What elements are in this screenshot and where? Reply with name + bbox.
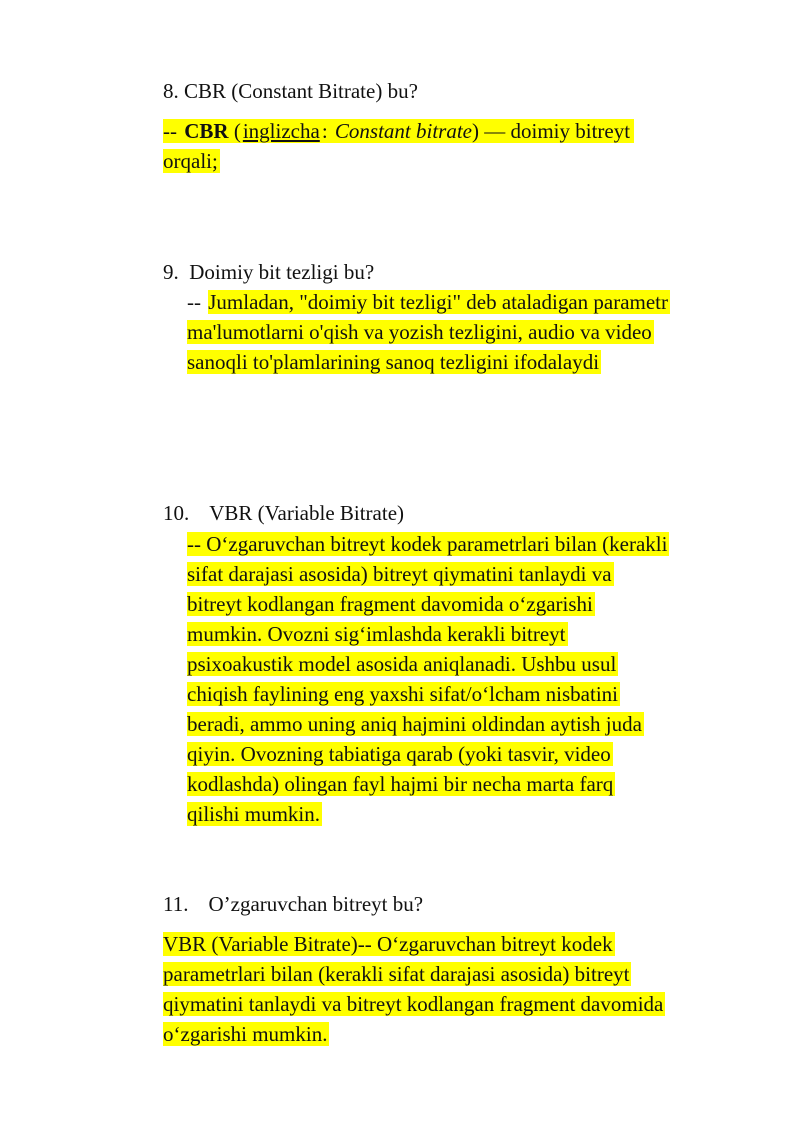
answer-10-line: -- O‘zgaruvchan bitreyt kodek parametrlari bilan (kerakli xyxy=(187,532,668,556)
answer-10-line: mumkin. Ovozni sig‘imlashda kerakli bitreyt xyxy=(187,622,566,646)
question-8: 8. CBR (Constant Bitrate) bu? xyxy=(163,79,418,103)
answer-9-line: ma'lumotlarni o'qish va yozish tezligini, audio va video xyxy=(187,320,652,344)
answer-11 xyxy=(163,929,665,1049)
answer-11-line: VBR (Variable Bitrate)-- O‘zgaruvchan bitreyt kodek xyxy=(163,932,613,956)
answer-9-line: Jumladan, "doimiy bit tezligi" deb ataladigan parametr xyxy=(208,290,669,314)
answer-10-line: beradi, ammo uning aniq hajmini oldindan aytish juda xyxy=(187,712,642,736)
question-10-number: 10. xyxy=(163,501,190,525)
answer-10-line: psixoakustik model asosida aniqlanadi. Ushbu usul xyxy=(187,652,617,676)
answer-8-colon: : xyxy=(321,119,333,143)
answer-10-line: chiqish faylining eng yaxshi sifat/o‘lcham nisbatini xyxy=(187,682,619,706)
question-10-title: VBR (Variable Bitrate) xyxy=(209,501,405,525)
answer-8-link[interactable]: inglizcha xyxy=(242,119,320,143)
question-9 xyxy=(163,257,374,287)
answer-8 xyxy=(163,116,634,176)
answer-8-rest: ) — doimiy bitreyt xyxy=(472,119,631,143)
answer-11-line: parametrlari bilan (kerakli sifat darajasi asosida) bitreyt xyxy=(163,962,630,986)
answer-8-term: CBR xyxy=(184,119,229,143)
answer-8-paren: ( xyxy=(228,119,241,143)
answer-11-line: o‘zgarishi mumkin. xyxy=(163,1022,328,1046)
answer-11-line: qiymatini tanlaydi va bitreyt kodlangan fragment davomida xyxy=(163,992,664,1016)
question-10 xyxy=(163,498,404,528)
answer-9-prefix: -- xyxy=(187,290,207,314)
question-9-number: 9. xyxy=(163,260,179,284)
answer-9-line: sanoqli to'plamlarining sanoq tezligini ifodalaydi xyxy=(187,350,600,374)
question-9-title: Doimiy bit tezligi bu? xyxy=(189,260,375,284)
answer-8-line-2: orqali; xyxy=(163,149,218,173)
answer-10 xyxy=(187,529,669,829)
question-11-number: 11. xyxy=(163,892,189,916)
question-11-title: O’zgaruvchan bitreyt bu? xyxy=(208,892,424,916)
answer-10-line: sifat darajasi asosida) bitreyt qiymatini tanlaydi va xyxy=(187,562,612,586)
answer-10-line: kodlashda) olingan fayl hajmi bir necha marta farq xyxy=(187,772,614,796)
answer-10-line: qilishi mumkin. xyxy=(187,802,321,826)
answer-9 xyxy=(187,287,670,377)
question-11 xyxy=(163,889,423,919)
answer-8-prefix: -- xyxy=(163,119,183,143)
answer-10-line: bitreyt kodlangan fragment davomida o‘zgarishi xyxy=(187,592,593,616)
answer-8-english: Constant bitrate xyxy=(334,119,473,143)
answer-10-line: qiyin. Ovozning tabiatiga qarab (yoki tasvir, video xyxy=(187,742,611,766)
